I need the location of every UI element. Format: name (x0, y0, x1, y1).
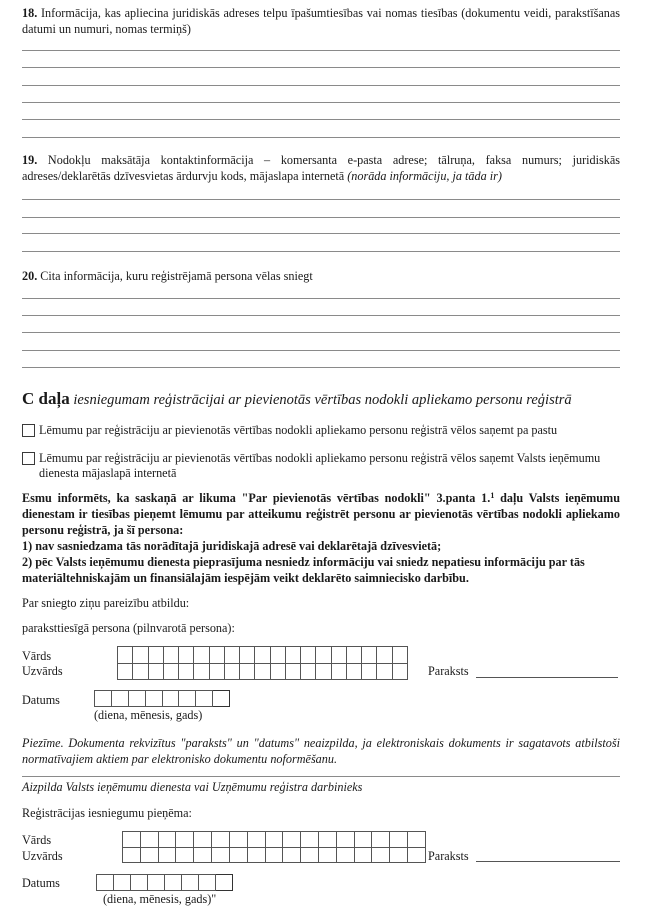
official-signature-label: Paraksts (428, 849, 469, 863)
official-surname-label: Uzvārds (22, 849, 63, 863)
section-18-label (22, 5, 620, 37)
signer-name-grid[interactable] (117, 646, 408, 680)
official-date-grid[interactable] (96, 874, 233, 891)
section-20-line-4[interactable] (22, 350, 620, 351)
official-header: Aizpilda Valsts ieņēmumu dienesta vai Uzņēmumu reģistra darbinieks (22, 780, 363, 794)
section-19-label (22, 152, 620, 184)
legal-notice (22, 490, 620, 586)
section-20-text: Cita informācija, kuru reģistrējamā persona vēlas sniegt (40, 269, 313, 283)
official-divider (22, 776, 620, 777)
part-c-heading (22, 389, 572, 409)
official-surname-row (123, 847, 426, 863)
section-20-line-5[interactable] (22, 367, 620, 368)
official-name-grid[interactable] (122, 831, 426, 863)
section-20-label (22, 268, 620, 284)
official-accepted-text: Reģistrācijas iesniegumu pieņēma: (22, 806, 192, 820)
section-19-line-1[interactable] (22, 199, 620, 200)
section-18-line-5[interactable] (22, 119, 620, 120)
section-18-line-6[interactable] (22, 137, 620, 138)
signer-surname-row (118, 663, 408, 680)
section-20-number: 20. (22, 269, 38, 283)
signer-signature-label: Paraksts (428, 664, 469, 678)
responsibility-text: Par sniegto ziņu pareizību atbildu: (22, 596, 190, 610)
legal-notice-item-2: 2) pēc Valsts ieņēmumu dienesta pieprasījuma nesniedz informāciju vai sniedz nepatiesu informāciju par tās materiāltehniskajām un finansiālajām iespējām veikt deklarēto saimniecisko darbību. (22, 555, 585, 585)
official-signature-line[interactable] (476, 861, 620, 862)
note-text: Dokumenta rekvizītus "paraksts" un "datums" neaizpilda, ja elektroniskais dokuments ir sagatavots atbilstoši normatīvajiem aktiem par elektronisko dokumentu noformēšanu. (22, 736, 621, 766)
signer-surname-label: Uzvārds (22, 664, 63, 678)
section-19-number: 19. (22, 153, 38, 167)
option-post-row[interactable] (22, 423, 622, 438)
signer-date-grid[interactable] (94, 690, 230, 707)
section-18-line-4[interactable] (22, 102, 620, 103)
section-20-line-3[interactable] (22, 332, 620, 333)
part-c-subtitle: iesniegumam reģistrācijai ar pievienotās vērtības nodokli apliekamo personu reģistrā (73, 392, 572, 408)
option-online-row[interactable] (22, 451, 622, 481)
section-20-line-2[interactable] (22, 315, 620, 316)
section-19-note: (norāda informāciju, ja tāda ir) (347, 169, 502, 183)
section-19-text: Nodokļu maksātāja kontaktinformācija – komersanta e-pasta adrese; tālruņa, faksa numurs; juridiskās adreses/deklarētās dzīvesvietas ārdurvju kods, mājaslapa internetā (22, 153, 621, 183)
checkbox-online[interactable] (22, 452, 35, 465)
legal-notice-intro: Esmu informēts, ka saskaņā ar likuma "Par pievienotās vērtības nodokli" 3.panta 1.$^1$ daļu Valsts ieņēmumu dienestam ir tiesības pieņemt lēmumu par atteikumu reģistrēt personu ar pievienotās vērtības nodokli apliekamo personu reģistrā, ja šī persona: (22, 491, 620, 537)
official-date-hint: (diena, mēnesis, gads)" (103, 892, 217, 906)
part-c-title: C daļa (22, 389, 70, 408)
authorized-person-text: paraksttiesīgā persona (pilnvarotā persona): (22, 621, 235, 635)
note-label: Piezīme. (22, 736, 64, 750)
checkbox-post[interactable] (22, 424, 35, 437)
section-18-line-1[interactable] (22, 50, 620, 51)
signer-date-label: Datums (22, 693, 60, 707)
note-block (22, 735, 620, 767)
section-19-line-3[interactable] (22, 233, 620, 234)
official-date-label: Datums (22, 876, 60, 890)
section-19-line-4[interactable] (22, 251, 620, 252)
signer-signature-line[interactable] (476, 677, 618, 678)
section-19-line-2[interactable] (22, 217, 620, 218)
signer-name-label: Vārds (22, 649, 52, 663)
section-20-line-1[interactable] (22, 298, 620, 299)
option-online-label: Lēmumu par reģistrāciju ar pievienotās vērtības nodokli apliekamo personu reģistrā vēlos saņemt Valsts ieņēmumu dienesta mājaslapā internetā (39, 451, 601, 480)
signer-date-hint: (diena, mēnesis, gads) (94, 708, 203, 722)
section-18-line-2[interactable] (22, 67, 620, 68)
section-18-number: 18. (22, 6, 38, 20)
option-post-label: Lēmumu par reģistrāciju ar pievienotās vērtības nodokli apliekamo personu reģistrā vēlos saņemt pa pastu (39, 423, 558, 437)
signer-name-row (118, 647, 408, 664)
official-name-row (123, 832, 426, 848)
section-18-line-3[interactable] (22, 85, 620, 86)
legal-notice-item-1: 1) nav sasniedzama tās norādītajā juridiskajā adresē vai deklarētajā dzīvesvietā; (22, 539, 442, 553)
superscript: 1 (490, 491, 495, 500)
section-18-text: Informācija, kas apliecina juridiskās adreses telpu īpašumtiesības vai nomas tiesības (dokumentu veidi, parakstīšanas datumi un numuri, nomas termiņš) (22, 6, 620, 36)
official-name-label: Vārds (22, 833, 52, 847)
